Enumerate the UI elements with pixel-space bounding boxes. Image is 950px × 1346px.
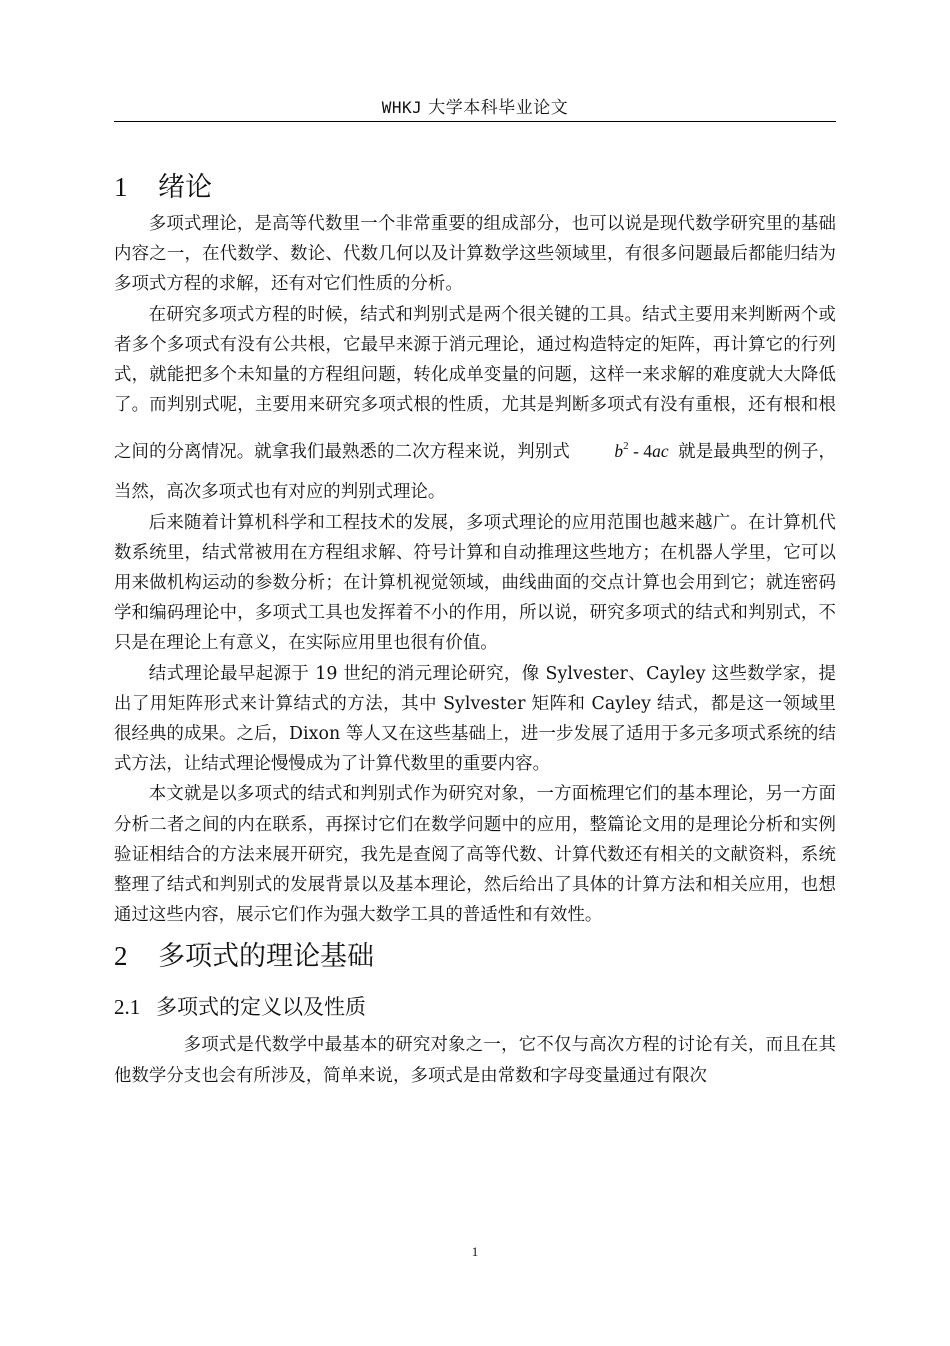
formula-operator: - bbox=[633, 441, 639, 462]
formula-exponent: 2 bbox=[623, 440, 629, 453]
paragraph: 多项式理论，是高等代数里一个非常重要的组成部分，也可以说是现代数学研究里的基础内容之一，在代数学、数论、代数几何以及计算数学这些领域里，有很多问题最后都能归结为多项式方程的求解，还有对它们性质的分析。 bbox=[114, 214, 836, 295]
section-heading-1 bbox=[114, 165, 836, 209]
paragraph-with-formula bbox=[114, 300, 836, 508]
header-prefix: WHKJ bbox=[381, 98, 423, 117]
formula-coefficient: 4 bbox=[643, 441, 653, 462]
paragraph-text-continued: 就是最典型的例子，当然，高次多项式也有对应的判别式理论。 bbox=[114, 442, 836, 503]
section-title: 绪论 bbox=[158, 172, 212, 203]
subsection-title: 多项式的定义以及性质 bbox=[156, 995, 366, 1020]
paragraph: 结式理论最早起源于 19 世纪的消元理论研究，像 Sylvester、Cayley 这些数学家，提出了用矩阵形式来计算结式的方法，其中 Sylvester 矩阵和 Cayley 结式，都是这一领域里很经典的成果。之后，Dixon 等人又在这些基础上，进一步发展了适用于多元多项式系统的结式方法，让结式理论慢慢成为了计算代数里的重要内容。 bbox=[114, 663, 836, 775]
header-title: 大学本科毕业论文 bbox=[428, 98, 569, 118]
section-title: 多项式的理论基础 bbox=[158, 941, 374, 973]
header-rule bbox=[114, 121, 836, 122]
section-heading-2 bbox=[114, 934, 836, 978]
section-number: 2 bbox=[114, 941, 128, 972]
subsection-heading-2-1 bbox=[114, 988, 836, 1026]
paragraph-text: 在研究多项式方程的时候，结式和判别式是两个很关键的工具。结式主要用来判断两个或者多个多项式有没有公共根，它最早来源于消元理论，通过构造特定的矩阵，再计算它的行列式，就能把多个未知量的方程组问题，转化成单变量的问题，这样一来求解的难度就大大降低了。而判别式呢，主要用来研究多项式根的性质，尤其是判断多项式有没有重根，还有根和根之间的分离情况。就拿我们最熟悉的二次方程来说，判别式 bbox=[114, 304, 836, 463]
paragraph: 后来随着计算机科学和工程技术的发展，多项式理论的应用范围也越来越广。在计算机代数系统里，结式常被用在方程组求解、符号计算和自动推理这些地方；在机器人学里，它可以用来做机构运动的参数分析；在计算机视觉领域，曲线曲面的交点计算也会用到它；就连密码学和编码理论中，多项式工具也发挥着不小的作用，所以说，研究多项式的结式和判别式，不只是在理论上有意义，在实际应用里也很有价值。 bbox=[114, 512, 836, 654]
paragraph: 本文就是以多项式的结式和判别式作为研究对象，一方面梳理它们的基本理论，另一方面分析二者之间的内在联系，再探讨它们在数学问题中的应用，整篇论文用的是理论分析和实例验证相结合的方法来展开研究，我先是查阅了高等代数、计算代数还有相关的文献资料，系统整理了结式和判别式的发展背景以及基本理论，然后给出了具体的计算方法和相关应用，也想通过这些内容，展示它们作为强大数学工具的普适性和有效性。 bbox=[114, 784, 836, 926]
page-content bbox=[114, 165, 836, 1091]
paragraph: 多项式是代数学中最基本的研究对象之一，它不仅与高次方程的讨论有关，而且在其他数学分支也会有所涉及，简单来说，多项式是由常数和字母变量通过有限次 bbox=[114, 1035, 836, 1086]
running-header bbox=[114, 96, 836, 120]
formula-variables: ac bbox=[652, 441, 669, 462]
page-number: 1 bbox=[471, 1244, 479, 1259]
formula-base: b bbox=[614, 441, 624, 462]
subsection-number: 2.1 bbox=[114, 995, 141, 1020]
section-number: 1 bbox=[114, 172, 128, 202]
discriminant-formula bbox=[576, 420, 673, 477]
